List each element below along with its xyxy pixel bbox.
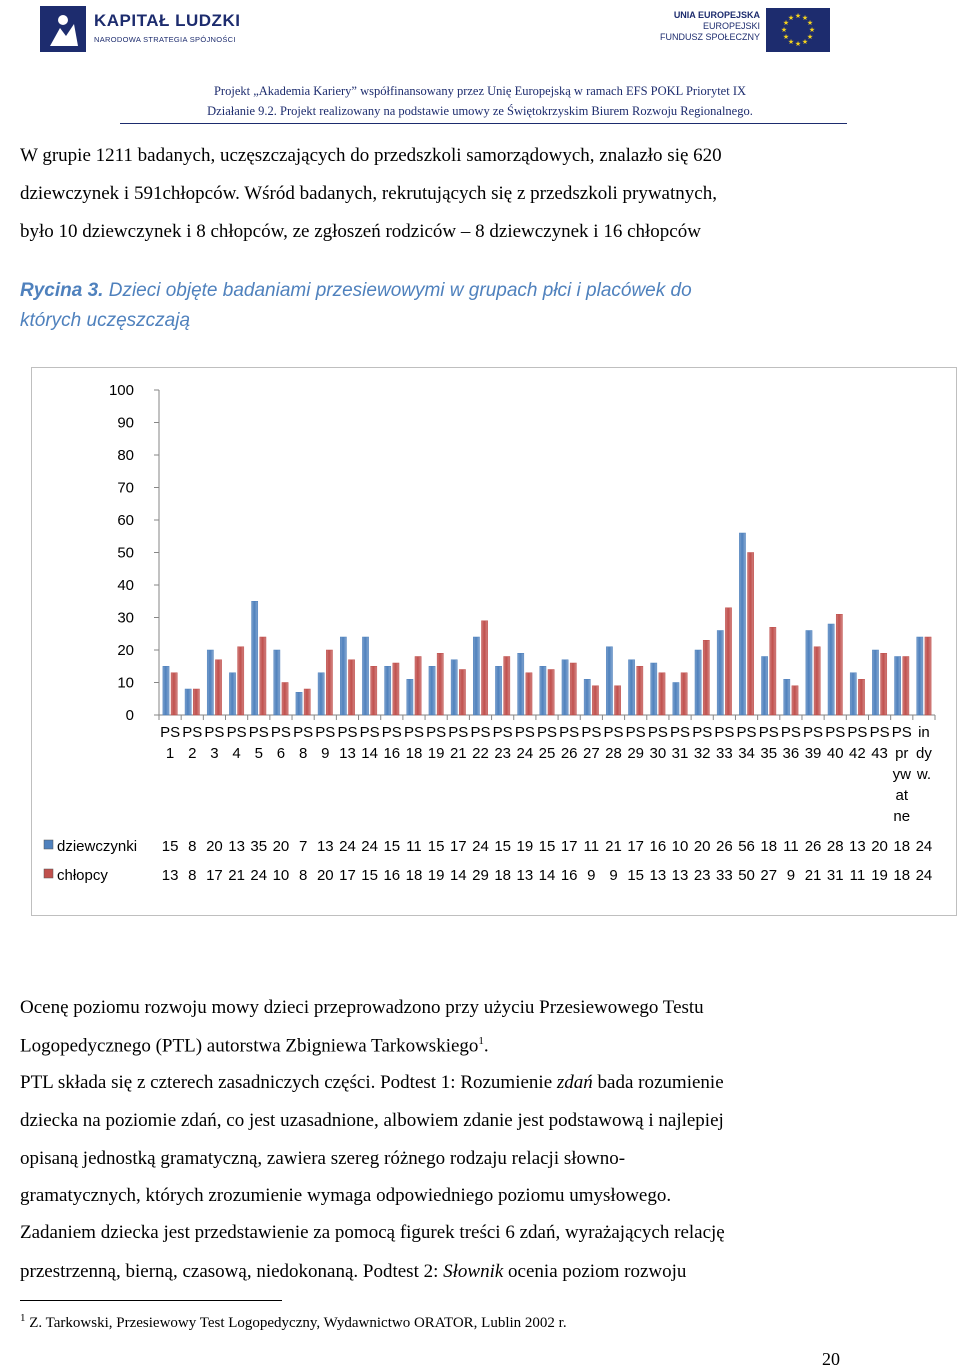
eu-logo-text — [660, 10, 760, 43]
bar-dziewczynki — [695, 650, 701, 715]
data-label-dziewczynki: 11 — [783, 838, 799, 855]
category-label: PS — [891, 724, 912, 741]
category-label: at — [895, 787, 909, 804]
category-label: PS — [758, 724, 779, 741]
data-label-dziewczynki: 17 — [627, 838, 645, 855]
bar-chłopcy — [814, 647, 820, 715]
caption-prefix: Rycina 3. — [20, 280, 104, 301]
data-label-chłopcy: 29 — [472, 867, 489, 884]
data-label-dziewczynki: 24 — [472, 838, 489, 855]
category-label: 16 — [383, 745, 401, 762]
eu-logo — [655, 8, 830, 54]
body-line-6: gramatycznych, których zrozumienie wymaga odpowiedniego poziomu umysłowego. — [20, 1185, 672, 1206]
body-line-8-b: ocenia poziom rozwoju — [503, 1261, 687, 1282]
bar-chłopcy — [659, 673, 665, 715]
data-label-chłopcy: 9 — [609, 867, 618, 884]
bar-dziewczynki — [828, 624, 834, 715]
data-label-chłopcy: 19 — [871, 867, 888, 884]
page-number: 20 — [822, 1349, 840, 1369]
category-label: 1 — [165, 745, 175, 762]
body-line-4: dziecka na poziomie zdań, co jest uzasadnione, albowiem zdanie jest podstawową i najlepiej — [20, 1110, 724, 1131]
eu-logo-line1: UNIA EUROPEJSKA — [673, 10, 760, 20]
bar-dziewczynki — [163, 666, 169, 715]
category-label: PS — [315, 724, 336, 741]
data-label-dziewczynki: 15 — [383, 838, 401, 855]
data-label-chłopcy: 18 — [405, 867, 423, 884]
bar-dziewczynki — [362, 637, 368, 715]
data-label-chłopcy: 13 — [649, 867, 667, 884]
data-label-dziewczynki: 28 — [826, 838, 844, 855]
category-label: 14 — [361, 745, 378, 762]
data-label-chłopcy: 21 — [804, 867, 822, 884]
y-tick-label: 50 — [117, 544, 134, 562]
bar-dziewczynki — [762, 657, 768, 716]
data-label-dziewczynki: 20 — [871, 838, 888, 855]
data-label-dziewczynki: 17 — [449, 838, 467, 855]
category-label: 18 — [405, 745, 423, 762]
category-label: 26 — [560, 745, 578, 762]
category-label: PS — [625, 724, 646, 741]
bar-dziewczynki — [451, 660, 457, 715]
intro-line-2: dziewczynek i 591chłopców. Wśród badanych, rekrutujących się z przedszkoli prywatnych, — [20, 183, 717, 204]
category-label: dy — [915, 745, 932, 762]
category-label: 25 — [538, 745, 556, 762]
bar-chłopcy — [238, 647, 244, 715]
intro-line-3: było 10 dziewczynek i 8 chłopców, ze zgłoszeń rodziców – 8 dziewczynek i 16 chłopców — [20, 221, 701, 242]
data-label-chłopcy: 18 — [494, 867, 512, 884]
y-tick-label: 40 — [117, 577, 134, 594]
data-label-dziewczynki: 20 — [272, 838, 290, 855]
category-label: PS — [581, 724, 602, 741]
body-line-2-end: . — [483, 1035, 489, 1057]
bar-chłopcy — [637, 666, 643, 715]
body-line-7: Zadaniem dziecka jest przedstawienie za pomocą figurek treści 6 zdań, wyrażających relację — [20, 1222, 725, 1243]
data-label-chłopcy: 14 — [449, 867, 467, 884]
data-label-chłopcy: 16 — [560, 867, 578, 884]
bar-chłopcy — [570, 663, 576, 715]
bar-dziewczynki — [784, 679, 790, 715]
bar-chłopcy — [282, 683, 288, 716]
data-label-dziewczynki: 16 — [649, 838, 667, 855]
category-label: 39 — [804, 745, 822, 762]
category-label: PS — [847, 724, 868, 741]
data-label-chłopcy: 13 — [516, 867, 534, 884]
category-label: PS — [692, 724, 713, 741]
category-label: PS — [381, 724, 402, 741]
data-label-chłopcy: 8 — [298, 867, 308, 884]
bar-dziewczynki — [895, 657, 901, 716]
category-label: PS — [714, 724, 735, 741]
category-label: 30 — [649, 745, 667, 762]
category-label: PS — [736, 724, 757, 741]
category-label: 28 — [605, 745, 622, 762]
bar-dziewczynki — [562, 660, 568, 715]
category-label: 3 — [210, 745, 219, 762]
svg-text:★: ★ — [787, 38, 795, 46]
svg-text:★: ★ — [806, 33, 814, 41]
y-tick-label: 60 — [117, 512, 134, 529]
category-label: PS — [270, 724, 291, 741]
bar-dziewczynki — [806, 631, 812, 716]
data-label-chłopcy: 9 — [587, 867, 596, 884]
category-label: 40 — [826, 745, 844, 762]
category-label: 24 — [516, 745, 534, 762]
data-label-chłopcy: 23 — [693, 867, 711, 884]
figure-caption — [20, 276, 850, 336]
category-label: PS — [470, 724, 491, 741]
y-tick-label: 0 — [125, 707, 134, 724]
caption-line-1: Dzieci objęte badaniami przesiewowymi w grupach płci i placówek do — [103, 280, 692, 301]
bar-dziewczynki — [628, 660, 634, 715]
eu-logo-line3: FUNDUSZ SPOŁECZNY — [659, 32, 760, 42]
category-label: PS — [160, 724, 181, 741]
category-label: 42 — [849, 745, 866, 762]
data-label-chłopcy: 17 — [339, 867, 356, 884]
category-label: PS — [226, 724, 247, 741]
data-label-dziewczynki: 11 — [406, 838, 422, 855]
data-label-chłopcy: 13 — [161, 867, 179, 884]
legend-key-dziewczynki — [44, 840, 53, 849]
category-label: PS — [204, 724, 225, 741]
legend-label-chłopcy: chłopcy — [57, 867, 108, 884]
category-label: PS — [559, 724, 580, 741]
bar-dziewczynki — [229, 673, 235, 715]
data-label-dziewczynki: 15 — [161, 838, 179, 855]
data-label-dziewczynki: 13 — [316, 838, 334, 855]
footnote — [20, 1312, 567, 1332]
category-label: 9 — [321, 745, 330, 762]
bar-chłopcy — [504, 657, 510, 716]
bar-chłopcy — [592, 686, 598, 715]
category-label: 5 — [254, 745, 263, 762]
data-label-chłopcy: 24 — [915, 867, 933, 884]
bar-dziewczynki — [872, 650, 878, 715]
bar-dziewczynki — [651, 663, 657, 715]
category-label: 8 — [298, 745, 308, 762]
body-line-1: Ocenę poziomu rozwoju mowy dzieci przeprowadzono przy użyciu Przesiewowego Testu — [20, 997, 704, 1018]
bar-chłopcy — [792, 686, 798, 715]
logo-subtitle: NARODOWA STRATEGIA SPÓJNOŚCI — [94, 35, 236, 44]
data-label-dziewczynki: 35 — [250, 838, 268, 855]
body-line-3 — [20, 1072, 724, 1094]
data-label-dziewczynki: 15 — [538, 838, 556, 855]
data-label-dziewczynki: 21 — [605, 838, 622, 855]
category-label: w. — [916, 766, 932, 783]
svg-text:★: ★ — [782, 33, 790, 41]
bar-chłopcy — [725, 608, 731, 715]
category-label: PS — [448, 724, 469, 741]
bar-chart — [31, 367, 957, 916]
bar-dziewczynki — [606, 647, 612, 715]
category-label: PS — [293, 724, 314, 741]
svg-text:★: ★ — [787, 14, 795, 22]
bar-chłopcy — [326, 650, 332, 715]
bar-chłopcy — [748, 553, 754, 716]
category-label: 4 — [232, 745, 241, 762]
data-label-chłopcy: 19 — [427, 867, 445, 884]
data-label-dziewczynki: 18 — [893, 838, 911, 855]
bar-chłopcy — [703, 640, 709, 715]
category-label: PS — [182, 724, 203, 741]
bar-chłopcy — [903, 657, 909, 716]
eu-logo-line2: EUROPEJSKI — [702, 21, 760, 31]
y-tick-label: 70 — [117, 479, 134, 497]
bar-dziewczynki — [540, 666, 546, 715]
category-label: PS — [492, 724, 513, 741]
data-label-dziewczynki: 13 — [228, 838, 245, 855]
category-label: 33 — [716, 745, 733, 762]
data-label-chłopcy: 15 — [361, 867, 378, 884]
bar-chłopcy — [858, 679, 864, 715]
bar-dziewczynki — [296, 692, 302, 715]
data-label-dziewczynki: 19 — [516, 838, 534, 855]
category-label: PS — [647, 724, 668, 741]
bar-dziewczynki — [473, 637, 479, 715]
data-label-dziewczynki: 15 — [427, 838, 445, 855]
category-label: yw — [892, 766, 911, 783]
category-label: PS — [603, 724, 624, 741]
bar-chłopcy — [836, 614, 842, 715]
category-label: 32 — [693, 745, 711, 762]
header-divider — [120, 123, 847, 124]
data-label-dziewczynki: 18 — [760, 838, 778, 855]
svg-text:★: ★ — [794, 12, 802, 20]
y-tick-label: 90 — [117, 414, 134, 432]
category-label: PS — [803, 724, 824, 741]
svg-text:★: ★ — [801, 38, 809, 46]
bar-chłopcy — [215, 660, 221, 715]
category-label: PS — [825, 724, 846, 741]
bar-dziewczynki — [407, 679, 413, 715]
data-label-dziewczynki: 20 — [693, 838, 711, 855]
category-label: 21 — [449, 745, 467, 762]
data-label-dziewczynki: 8 — [188, 838, 197, 855]
footnote-number: 1 — [20, 1312, 26, 1324]
bar-dziewczynki — [584, 679, 590, 715]
category-label: 35 — [760, 745, 778, 762]
bar-chłopcy — [770, 627, 776, 715]
footnote-text: Z. Tarkowski, Przesiewowy Test Logopedyczny, Wydawnictwo ORATOR, Lublin 2002 r. — [25, 1315, 567, 1331]
category-label: pr — [895, 745, 909, 762]
svg-text:★: ★ — [808, 26, 816, 34]
bar-dziewczynki — [318, 673, 324, 715]
data-label-chłopcy: 50 — [738, 867, 755, 884]
data-label-chłopcy: 11 — [849, 867, 866, 884]
bar-dziewczynki — [429, 666, 435, 715]
category-label: PS — [536, 724, 558, 741]
caption-line-2: których uczęszczają — [20, 310, 191, 331]
data-label-dziewczynki: 13 — [849, 838, 866, 855]
bar-dziewczynki — [850, 673, 856, 715]
category-label: 27 — [582, 745, 600, 762]
bar-chłopcy — [615, 686, 621, 715]
data-label-chłopcy: 15 — [627, 867, 645, 884]
bar-dziewczynki — [518, 653, 524, 715]
data-label-chłopcy: 9 — [786, 867, 796, 884]
bar-dziewczynki — [340, 637, 346, 715]
category-label: PS — [670, 724, 691, 741]
y-tick-label: 10 — [117, 674, 134, 692]
bar-chłopcy — [348, 660, 354, 715]
category-label: PS — [359, 724, 380, 741]
data-label-dziewczynki: 26 — [716, 838, 733, 855]
data-label-chłopcy: 8 — [188, 867, 197, 884]
bar-dziewczynki — [739, 533, 745, 715]
data-label-dziewczynki: 56 — [738, 838, 755, 855]
data-label-chłopcy: 24 — [250, 867, 268, 884]
data-label-dziewczynki: 11 — [583, 838, 600, 855]
bar-chłopcy — [171, 673, 177, 715]
bar-dziewczynki — [252, 601, 258, 715]
body-line-8-a: przestrzenną, bierną, czasową, niedokonaną. Podtest 2: — [20, 1261, 444, 1282]
category-label: PS — [403, 724, 424, 741]
bar-chłopcy — [548, 670, 554, 716]
data-label-chłopcy: 18 — [893, 867, 911, 884]
data-label-chłopcy: 33 — [716, 867, 733, 884]
data-label-dziewczynki: 15 — [494, 838, 512, 855]
project-line-2: Działanie 9.2. Projekt realizowany na podstawie umowy ze Świętokrzyskim Biurem Rozwoju Regionalnego. — [207, 104, 753, 118]
body-line-3-em: zdań — [556, 1072, 593, 1093]
data-label-chłopcy: 31 — [826, 867, 844, 884]
data-label-chłopcy: 21 — [228, 867, 245, 884]
data-label-dziewczynki: 26 — [804, 838, 822, 855]
legend-key-chłopcy — [44, 869, 53, 878]
bar-chłopcy — [415, 657, 421, 716]
data-label-dziewczynki: 20 — [206, 838, 223, 855]
bar-chłopcy — [393, 663, 399, 715]
legend-label-dziewczynki: dziewczynki — [57, 838, 138, 855]
bar-dziewczynki — [717, 631, 723, 716]
bar-chłopcy — [260, 637, 266, 715]
project-line-1: Projekt „Akademia Kariery” współfinansowany przez Unię Europejską w ramach EFS POKL Priorytet IX — [213, 84, 747, 98]
y-tick-label: 20 — [117, 642, 134, 659]
body-line-2-text: Logopedycznego (PTL) autorstwa Zbigniewa Tarkowskiego — [20, 1035, 479, 1057]
category-label: PS — [514, 724, 535, 741]
data-label-dziewczynki: 10 — [671, 838, 689, 855]
bar-dziewczynki — [917, 637, 923, 715]
body-line-8 — [20, 1261, 686, 1283]
category-label: ne — [893, 808, 911, 825]
body-line-2 — [20, 1035, 489, 1057]
bar-dziewczynki — [185, 689, 191, 715]
category-label: PS — [337, 724, 358, 741]
data-label-dziewczynki: 17 — [560, 838, 578, 855]
data-label-dziewczynki: 24 — [915, 838, 933, 855]
bar-dziewczynki — [495, 666, 501, 715]
svg-text:★: ★ — [806, 19, 814, 27]
bar-chłopcy — [881, 653, 887, 715]
body-line-5: opisaną jednostką gramatyczną, zawiera szereg różnego rodzaju relacji słowno- — [20, 1148, 626, 1169]
data-label-chłopcy: 13 — [671, 867, 689, 884]
bar-dziewczynki — [385, 666, 391, 715]
category-label: 23 — [494, 745, 512, 762]
category-label: PS — [426, 724, 447, 741]
data-label-chłopcy: 10 — [272, 867, 290, 884]
data-label-chłopcy: 14 — [538, 867, 556, 884]
footnote-divider — [20, 1300, 282, 1301]
category-label: 29 — [627, 745, 645, 762]
svg-text:★: ★ — [801, 14, 809, 22]
body-line-3-b: bada rozumienie — [592, 1072, 724, 1093]
category-label: 31 — [671, 745, 689, 762]
category-label: 13 — [339, 745, 356, 762]
bar-chłopcy — [193, 689, 199, 715]
footnote-ref: 1 — [478, 1035, 484, 1047]
bar-chłopcy — [681, 673, 687, 715]
data-label-chłopcy: 20 — [316, 867, 334, 884]
bar-chłopcy — [304, 689, 310, 715]
bar-dziewczynki — [673, 683, 679, 716]
category-label: 2 — [188, 745, 197, 762]
svg-text:★: ★ — [780, 26, 788, 34]
bar-chłopcy — [437, 653, 443, 715]
intro-line-1: W grupie 1211 badanych, uczęszczających do przedszkoli samorządowych, znalazło się 620 — [20, 145, 722, 166]
data-label-dziewczynki: 24 — [339, 838, 356, 855]
category-label: 19 — [427, 745, 445, 762]
category-label: PS — [780, 724, 801, 741]
logo-title: KAPITAŁ LUDZKI — [94, 11, 241, 30]
category-label: 36 — [782, 745, 800, 762]
svg-text:★: ★ — [782, 19, 790, 27]
bar-chłopcy — [481, 621, 487, 715]
bar-dziewczynki — [207, 650, 213, 715]
bar-chart-svg — [32, 368, 958, 917]
bar-chłopcy — [459, 670, 465, 716]
category-label: 6 — [276, 745, 286, 762]
logo-emblem-icon — [40, 6, 86, 52]
body-line-8-em: Słownik — [443, 1261, 504, 1282]
y-tick-label: 30 — [117, 609, 134, 627]
y-tick-label: 80 — [117, 447, 134, 464]
category-label: 34 — [738, 745, 755, 762]
category-label: PS — [869, 724, 890, 741]
data-label-dziewczynki: 7 — [298, 838, 308, 855]
body-line-3-a: PTL składa się z czterech zasadniczych części. Podtest 1: Rozumienie — [20, 1072, 557, 1093]
svg-text:★: ★ — [794, 40, 802, 48]
bar-dziewczynki — [274, 650, 280, 715]
data-label-chłopcy: 17 — [206, 867, 223, 884]
y-tick-label: 100 — [108, 382, 134, 399]
category-label: 22 — [472, 745, 489, 762]
category-label: 43 — [871, 745, 888, 762]
bar-chłopcy — [526, 673, 532, 715]
data-label-chłopcy: 16 — [383, 867, 401, 884]
kapital-ludzki-logo — [40, 6, 240, 52]
data-label-dziewczynki: 24 — [361, 838, 378, 855]
category-label: in — [918, 724, 930, 741]
bar-chłopcy — [371, 666, 377, 715]
data-label-chłopcy: 27 — [760, 867, 778, 884]
bar-chłopcy — [925, 637, 931, 715]
eu-flag-icon — [766, 8, 830, 52]
category-label: PS — [248, 724, 269, 741]
